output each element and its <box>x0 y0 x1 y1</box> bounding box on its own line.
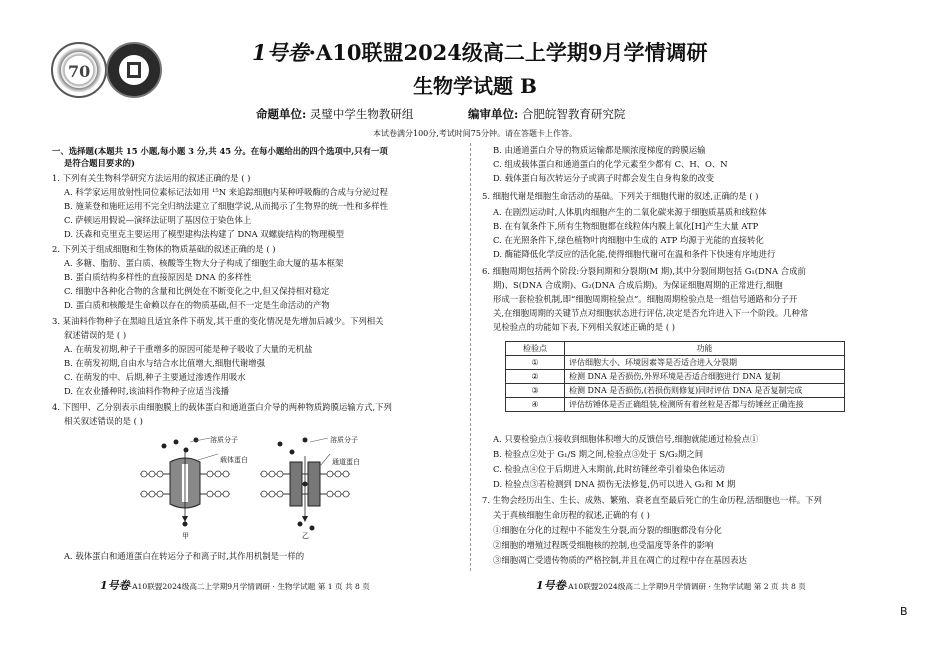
exam-note: 本试卷满分100分,考试时间75分钟。请在答题卡上作答。 <box>373 129 577 138</box>
q3-stem-cont: 叙述错误的是 ( ) <box>64 330 127 340</box>
fig-jia-label: 甲 <box>182 532 189 540</box>
editor: 合肥皖智教育研究院 <box>521 107 626 121</box>
exam-title-text: ·A10联盟2024级高二上学期9月学情调研 <box>308 40 708 65</box>
section-heading: 一、选择题(本题共 15 小题,每小题 3 分,共 45 分。在每小题给出的四个选项中,只有一项 <box>52 146 388 156</box>
q2-option-b: B. 蛋白质结构多样性的直接原因是 DNA 的多样性 <box>64 272 252 282</box>
table-cell: 检测 DNA 是否损伤,外界环境是否适合细胞进行 DNA 复制 <box>565 370 845 384</box>
q6-stem-3: 形成一套检验机制,即“细胞周期检验点”。细胞周期检验点是一组信号通路和分子开 <box>493 294 798 304</box>
q2-stem: 2. 下列关于组成细胞和生物体的物质基础的叙述正确的是 ( ) <box>52 244 276 254</box>
table-cell: ③ <box>506 384 565 398</box>
q3-stem: 3. 某油料作物种子在黑暗且适宜条件下萌发,其干重的变化情况是先增加后减少。下列相关 <box>52 316 384 326</box>
proposer: 灵璧中学生物教研组 <box>309 107 414 121</box>
table-row <box>506 384 845 398</box>
footer-brand: 1号卷 <box>536 579 566 592</box>
proposer-line <box>256 106 413 122</box>
q6-stem-4: 关,在细胞周期的关键节点对细胞状态进行评估,决定是否允许进入下一个阶段。几种常 <box>493 308 809 318</box>
q2-option-d: D. 蛋白质和核酸是生命赖以存在的物质基础,但不一定是生命活动的产物 <box>64 300 330 310</box>
table-row <box>506 356 845 370</box>
q2-option-a: A. 多糖、脂肪、蛋白质、核酸等生物大分子构成了细胞生命大厦的基本框架 <box>64 258 344 268</box>
fig-label-channel: 通道蛋白 <box>332 458 360 466</box>
q4-option-d: D. 载体蛋白每次转运分子或离子时都会发生自身构象的改变 <box>493 173 715 183</box>
q4-option-c: C. 组成载体蛋白和通道蛋白的化学元素至少都有 C、H、O、N <box>493 159 728 169</box>
table-cell: 评估细胞大小、环境因素等是否适合进入分裂期 <box>565 356 845 370</box>
q7-statement-3: ③细胞凋亡受遗传物质的严格控制,并且在凋亡的过程中存在基因表达 <box>493 555 747 565</box>
table-header-checkpoint: 检验点 <box>506 342 565 356</box>
channel-protein-shape <box>290 462 302 506</box>
footer-right-text: ·A10联盟2024级高二上学期9月学情调研 · 生物学试题 第 2 页 共 8 页 <box>565 582 806 591</box>
q4-option-a: A. 载体蛋白和通道蛋白在转运分子和离子时,其作用机制是一样的 <box>64 551 305 561</box>
q6-stem: 6. 细胞周期包括两个阶段:分裂间期和分裂期(M 期),其中分裂间期包括 G₁(DNA 合成前 <box>482 266 806 276</box>
q6-option-c: C. 检验点④位于后期进入末期前,此时纺锤丝牵引着染色体运动 <box>493 464 725 474</box>
q6-stem-2: 期)、S(DNA 合成期)、G₂(DNA 合成后期)。为保证细胞周期的正常进行,细胞 <box>493 280 783 290</box>
q1-option-b: B. 施莱登和施旺运用不完全归纳法建立了细胞学说,从而揭示了生物界的统一性和多样性 <box>64 201 389 211</box>
q4-option-b: B. 由通道蛋白介导的物质运输都是顺浓度梯度的跨膜运输 <box>493 145 706 155</box>
footer-left <box>100 577 370 593</box>
q5-option-c: C. 在光照条件下,绿色植物叶肉细胞中生成的 ATP 均源于光能的直接转化 <box>493 235 764 245</box>
section-heading-cont: 是符合题目要求的) <box>64 158 135 168</box>
q3-option-b: B. 在萌发初期,自由水与结合水比值增大,细胞代谢增强 <box>64 358 266 368</box>
brand-mark: 1号卷 <box>252 40 309 65</box>
table-cell: 评估纺锤体是否正确组装,检测所有着丝粒是否都与纺锤丝正确连接 <box>565 398 845 412</box>
table-header-row <box>506 342 845 356</box>
table-cell: 检测 DNA 是否损伤,(若损伤则修复)同时评估 DNA 是否复制完成 <box>565 384 845 398</box>
editor-line <box>468 106 625 122</box>
fig-yi-label: 乙 <box>302 532 309 540</box>
footer-brand: 1号卷 <box>100 579 130 592</box>
q5-stem: 5. 细胞代谢是细胞生命活动的基础。下列关于细胞代谢的叙述,正确的是 ( ) <box>482 191 759 201</box>
q6-option-d: D. 检验点③若检测到 DNA 损伤无法修复,仍可以进入 G₂和 M 期 <box>493 479 736 489</box>
fig-label-solute-1: 溶质分子 <box>210 436 238 444</box>
q1-stem: 1. 下列有关生物科学研究方法运用的叙述正确的是 ( ) <box>52 173 251 183</box>
table-row <box>506 370 845 384</box>
q4-stem-cont: 相关叙述错误的是 ( ) <box>64 416 143 426</box>
q1-option-a: A. 科学家运用放射性同位素标记法如用 ¹⁵N 来追踪细胞内某种呼吸酶的合成与分泌过程 <box>64 187 388 197</box>
q6-option-a: A. 只要检验点①接收到细胞体积增大的反馈信号,细胞就能通过检验点① <box>493 434 759 444</box>
svg-text:70: 70 <box>68 62 91 81</box>
q6-stem-5: 见检验点的功能如下表,下列相关叙述正确的是 ( ) <box>493 322 676 332</box>
column-divider <box>470 143 471 571</box>
table-cell: ④ <box>506 398 565 412</box>
q5-option-d: D. 酶能降低化学反应的活化能,使得细胞代谢可在温和条件下快速有序地进行 <box>493 249 776 259</box>
version-corner: B <box>900 605 908 618</box>
q4-stem: 4. 下图甲、乙分别表示由细胞膜上的载体蛋白和通道蛋白介导的两种物质跨膜运输方式,下列 <box>52 402 392 412</box>
table-cell: ① <box>506 356 565 370</box>
footer-left-text: ·A10联盟2024级高二上学期9月学情调研 · 生物学试题 第 1 页 共 8 页 <box>129 582 370 591</box>
q3-option-d: D. 在农业播种时,该油料作物种子应适当浅播 <box>64 386 230 396</box>
subject-title: 生物学试题 B <box>413 74 537 98</box>
checkpoint-table <box>505 341 845 412</box>
q7-stem: 7. 生物会经历出生、生长、成熟、繁殖、衰老直至最后死亡的生命历程,活细胞也一样。下列 <box>482 495 822 505</box>
footer-right <box>536 577 806 593</box>
q1-option-d: D. 沃森和克里克主要运用了模型建构法构建了 DNA 双螺旋结构的物理模型 <box>64 229 345 239</box>
figure-jia <box>140 438 230 541</box>
q7-stem-cont: 关于真核细胞生命历程的叙述,正确的有 ( ) <box>493 510 650 520</box>
exam-title <box>252 37 708 67</box>
figure-yi <box>260 438 350 541</box>
fig-label-solute-2: 溶质分子 <box>330 436 358 444</box>
membrane-transport-figure <box>130 432 370 542</box>
q5-option-a: A. 在剧烈运动时,人体肌肉细胞产生的二氧化碳来源于细胞质基质和线粒体 <box>493 207 767 217</box>
proposer-label: 命题单位: <box>256 107 307 121</box>
q7-statement-1: ①细胞在分化的过程中不能发生分裂,而分裂的细胞都没有分化 <box>493 525 722 535</box>
q3-option-a: A. 在萌发初期,种子干重增多的原因可能是种子吸收了大量的无机盐 <box>64 344 313 354</box>
table-header-function: 功能 <box>565 342 845 356</box>
q6-option-b: B. 检验点②处于 G₁/S 期之间,检验点③处于 S/G₂期之间 <box>493 449 704 459</box>
editor-label: 编审单位: <box>468 107 519 121</box>
q3-option-c: C. 在萌发的中、后期,种子主要通过渗透作用吸水 <box>64 372 246 382</box>
q2-option-c: C. 细胞中各种化合物的含量和比例处在不断变化之中,但又保持相对稳定 <box>64 286 330 296</box>
table-row <box>506 398 845 412</box>
table-cell: ② <box>506 370 565 384</box>
q7-statement-2: ②细胞的增殖过程既受细胞核的控制,也受温度等条件的影响 <box>493 540 714 550</box>
fig-label-carrier: 载体蛋白 <box>220 456 248 464</box>
q1-option-c: C. 萨顿运用假说—演绎法证明了基因位于染色体上 <box>64 215 252 225</box>
q5-option-b: B. 在有氧条件下,所有生物细胞都在线粒体内膜上氧化[H]产生大量 ATP <box>493 221 759 231</box>
